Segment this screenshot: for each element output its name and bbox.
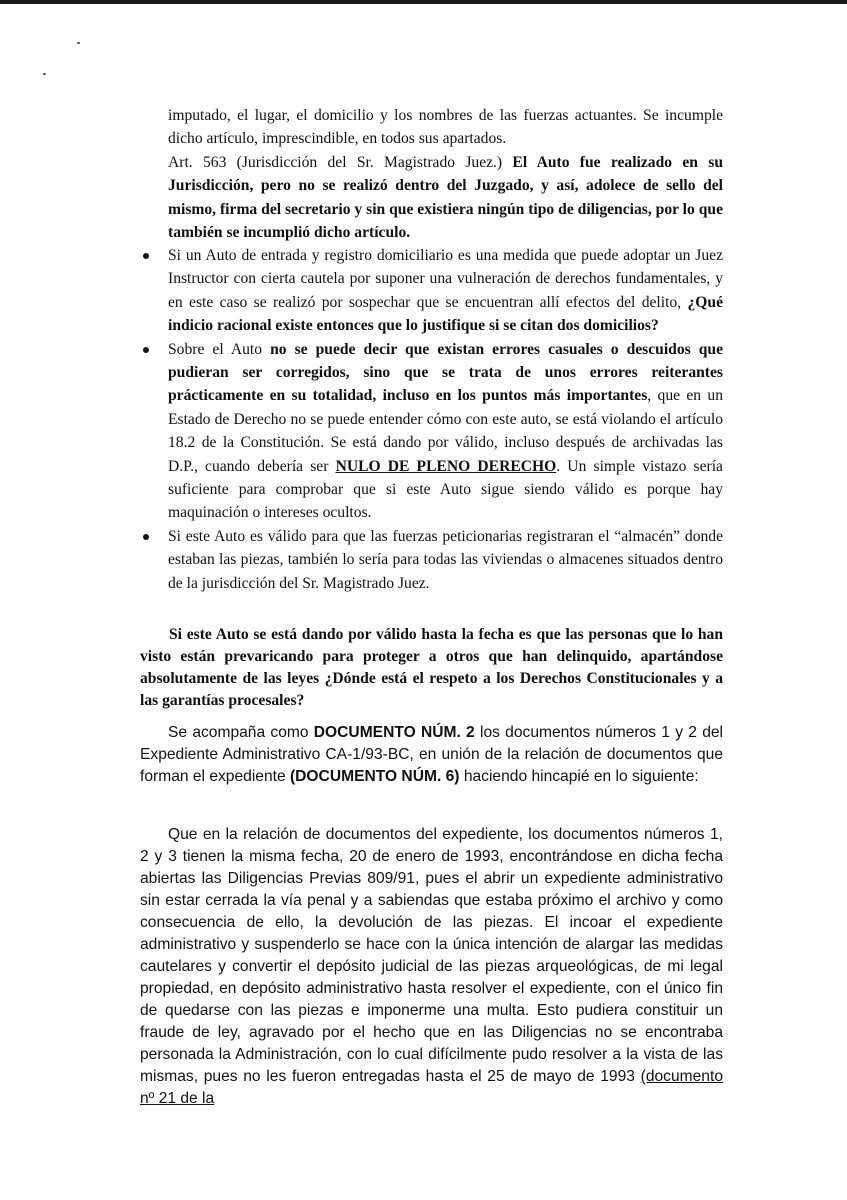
documento-num-2: DOCUMENTO NÚM. 2 <box>313 724 475 741</box>
bullet-bold-text: no se puede decir que existan errores casuales o descuidos que pudieran ser corregidos, sino que se trata de unos errores reiterantes prácticamente en su totalidad, incluso en los puntos más importantes <box>168 340 723 405</box>
bullet-text: , que en un Estado de Derecho no se puede entender cómo con este auto, se está violando el artículo 18.2 de la Constitución. Se está dando por válido, incluso después de archivadas las D.P., cuando debería ser <box>168 387 724 475</box>
bullet-item <box>140 244 723 338</box>
expediente-text: Que en la relación de documentos del expediente, los documentos números 1, 2 y 3 tienen la misma fecha, 20 de enero de 1993, encontrándose en dicha fecha abiertas las Diligencias Previas 809/91, pues el abrir un expediente administrativo sin estar cerrada la vía penal y a sabiendas que estaba próximo el archivo y como consecuencia de ello, la devolución de las piezas. El incoar el expediente administrativo y suspenderlo se hace con la única intención de alargar las medidas cautelares y convertir el depósito judicial de las piezas arqueológicas, de mi legal propiedad, en depósito administrativo hasta resolver el expediente, con el único fin de quedarse con las piezas e imponerme una multa. Esto pudiera constituir un fraude de ley, agravado por el hecho que en las Diligencias no se encontraba personada la Administración, con lo cual difícilmente pudo resolver a la vista de las mismas, pues no les fueron entregadas hasta el 25 de mayo de 1993 <box>140 826 723 1085</box>
doc-text: haciendo hincapié en lo siguiente: <box>459 768 699 785</box>
scan-top-border <box>0 0 847 4</box>
bullet-dot <box>143 253 149 259</box>
article-block <box>168 104 723 244</box>
scan-speck <box>43 73 46 75</box>
bullet-text: Sobre el Auto <box>168 340 271 358</box>
bullet-text: . Un simple vistazo sería suficiente para comprobar que si este Auto sigue siendo válido es porque hay maquinación o intereses ocultos. <box>168 457 723 522</box>
bullet-text: Si este Auto es válido para que las fuerzas peticionarias registraran el “almacén” donde estaban las piezas, también lo sería para todas las viviendas o almacenes situados dentro de la jurisdicción del Sr. Magistrado Juez. <box>168 527 723 592</box>
scan-speck <box>77 42 80 44</box>
expediente-paragraph <box>140 824 723 1110</box>
bold-paragraph <box>140 624 723 712</box>
bullet-item <box>140 525 723 595</box>
article-continuation: imputado, el lugar, el domicilio y los nombres de las fuerzas actuantes. Se incumple dicho artículo, imprescindible, en todos sus apartados. <box>168 107 723 148</box>
nulo-de-pleno-derecho: NULO DE PLENO DERECHO <box>335 457 557 475</box>
bullet-list <box>140 244 723 595</box>
document-paragraph <box>140 722 723 788</box>
bullet-text: Si un Auto de entrada y registro domiciliario es una medida que puede adoptar un Juez Instructor con cierta cautela por suponer una vulneración de derechos fundamentales, y en este caso se realizó por sospechar que se encuentran allí efectos del delito, <box>168 247 723 311</box>
documento-num-6: (DOCUMENTO NÚM. 6) <box>289 768 460 785</box>
bullet-dot <box>143 534 149 540</box>
bullet-dot <box>143 347 149 353</box>
documento-21-reference: (documento nº 21 de la <box>140 1068 723 1107</box>
article-563-label: Art. 563 (Jurisdicción del Sr. Magistrado Juez.) <box>168 153 513 171</box>
bullet-bold-text: ¿Qué indicio racional existe entonces que lo justifique si se citan dos domicilios? <box>168 293 723 335</box>
article-563 <box>168 151 723 245</box>
article-563-bold: El Auto fue realizado en su Jurisdicción, pero no se realizó dentro del Juzgado, y así, adolece de sello del mismo, firma del secretario y sin que existiera ningún tipo de diligencias, por lo que también se incumplió dicho artículo. <box>168 153 723 242</box>
bullet-item <box>140 338 723 525</box>
doc-text: los documentos números 1 y 2 del Expediente Administrativo CA-1/93-BC, en unión de la relación de documentos que forman el expediente <box>140 724 723 785</box>
bold-paragraph-text: Si este Auto se está dando por válido hasta la fecha es que las personas que lo han visto están prevaricando para proteger a otros que han delinquido, apartándose absolutamente de las leyes ¿Dónde está el respeto a los Derechos Constitucionales y a las garantías procesales? <box>140 626 723 709</box>
doc-text: Se acompaña como <box>168 724 314 741</box>
